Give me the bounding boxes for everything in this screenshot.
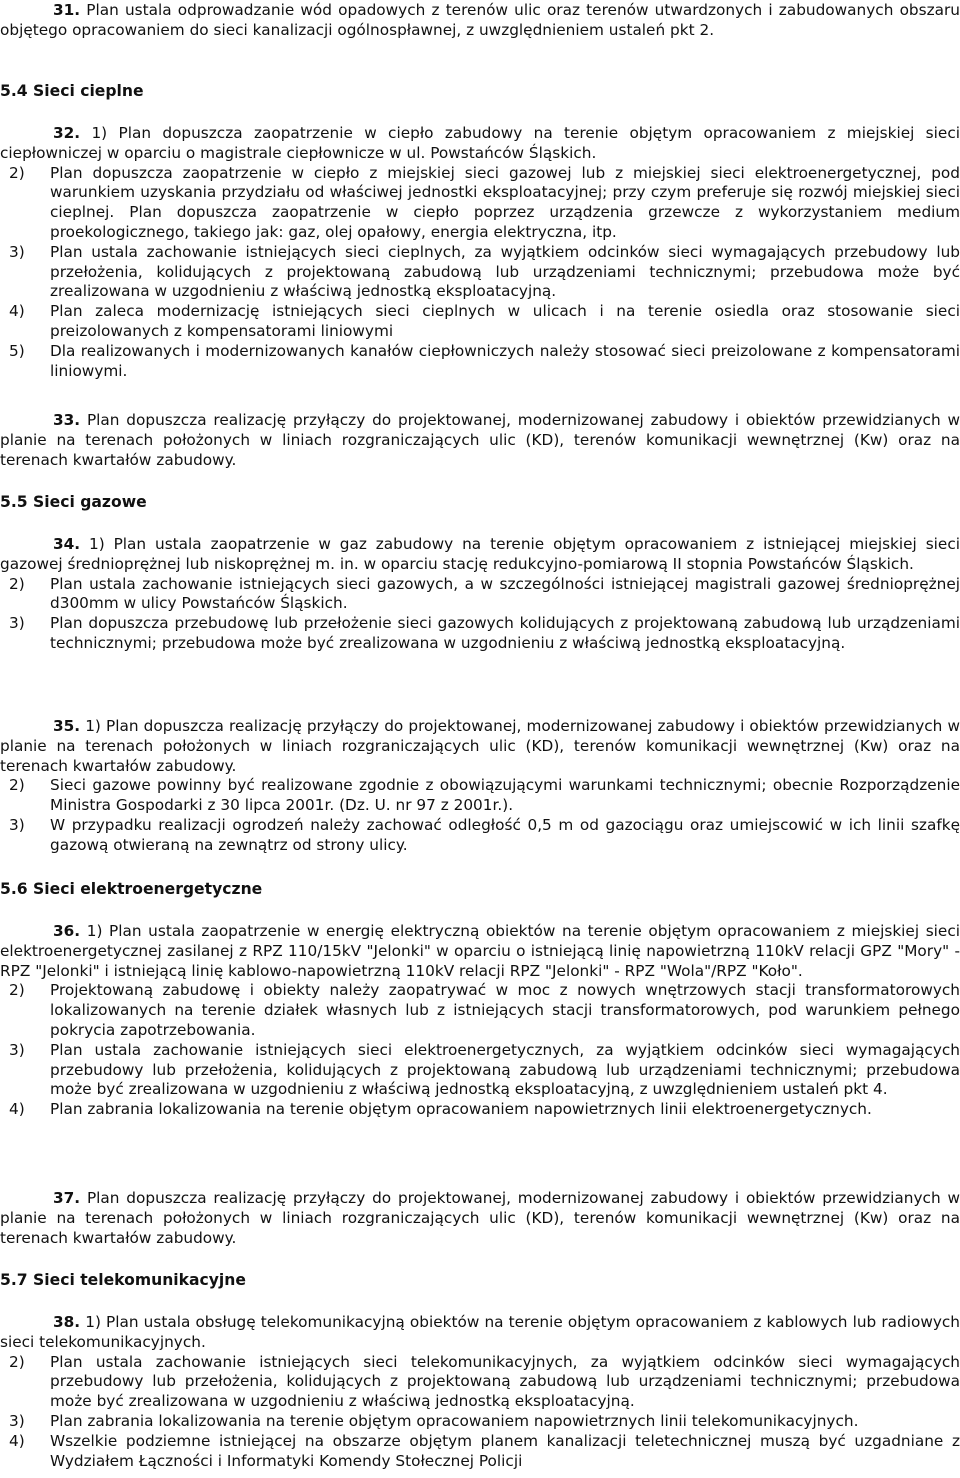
paragraph-lead-text: 1) Plan dopuszcza zaopatrzenie w ciepło zabudowy na terenie objętym opracowaniem z miejskiej sieci ciepłowniczej w oparciu o magistrale ciepłownicze w ul. Powstańców Śląskich. [0,124,960,162]
paragraph-number: 38. [53,1313,81,1331]
paragraph-lead-text: 1) Plan ustala obsługę telekomunikacyjną obiektów na terenie objętym opracowaniem z kablowych lub radiowych sieci telekomunikacyjnych. [0,1313,960,1351]
paragraph-lead-text: 1) Plan ustala zaopatrzenie w energię elektryczną obiektów na terenie objętym opracowaniem z miejskiej sieci elektroenergetycznej zasilanej z RPZ 110/15kV "Jelonki" w oparciu o istniejącą linię napowietrzną 110kV relacji GPZ "Mory" - RPZ "Jelonki" i istniejącą linię kablowo-napowietrzną 110kV relacji RPZ "Jelonki" - RPZ "Wola"/RPZ "Koło". [0,922,960,980]
list-item [0,575,960,615]
paragraph-31 [0,1,960,41]
list-item-number: 4) [9,302,25,321]
list-item [0,1412,960,1432]
list-item-text: Plan zaleca modernizację istniejących sieci cieplnych w ulicach i na terenie osiedla oraz stosowanie sieci preizolowanych z kompensatorami liniowymi [50,302,960,340]
paragraph-text: Plan dopuszcza realizację przyłączy do projektowanej, modernizowanej zabudowy i obiektów przewidzianych w planie na terenach położonych w liniach rozgraniczających ulic (KD), terenów komunikacji wewnętrznej (Kw) oraz na terenach kwartałów zabudowy. [0,1189,960,1247]
section-heading: 5.4 Sieci cieplne [0,82,144,100]
paragraph-number: 35. [53,717,81,735]
list-item-text: Plan zabrania lokalizowania na terenie objętym opracowaniem napowietrznych linii telekomunikacyjnych. [50,1411,859,1430]
paragraph-number: 34. [53,535,81,553]
list-item [0,614,960,654]
list-item-number: 4) [9,1100,25,1119]
paragraph-number: 32. [53,124,81,142]
list-item-text: W przypadku realizacji ogrodzeń należy zachować odległość 0,5 m od gazociągu oraz umiejscowić w ich linii szafkę gazową otwieraną na zewnątrz od strony ulicy. [50,815,960,854]
list-item [0,981,960,1040]
section-heading-5-6 [0,880,960,900]
list-item [0,816,960,856]
list-item-number: 2) [9,163,25,182]
list-item-number: 4) [9,1431,25,1450]
paragraph-text: Plan dopuszcza realizację przyłączy do projektowanej, modernizowanej zabudowy i obiektów przewidzianych w planie na terenach położonych w liniach rozgraniczających ulic (KD), terenów komunikacji wewnętrznej (Kw) oraz na terenach kwartałów zabudowy. [0,411,960,469]
section-heading-5-4 [0,82,960,102]
list-item-number: 2) [9,1352,25,1371]
list-item-number: 2) [9,981,25,1000]
list-item-text: Plan ustala zachowanie istniejących sieci telekomunikacyjnych, za wyjątkiem odcinków sieci wymagających przebudowy lub przełożenia, kolidujących z projektowaną zabudową lub urządzeniami technicznymi; przebudowa może być zrealizowana w uzgodnieniu z właściwą jednostką eksploatacyjną. [50,1352,960,1411]
list-item [0,302,960,342]
paragraph-number: 33. [53,411,81,429]
paragraph-text: Plan ustala odprowadzanie wód opadowych z terenów ulic oraz terenów utwardzonych i zabudowanych obszaru objętego opracowaniem do sieci kanalizacji ogólnospławnej, z uwzględnieniem ustaleń pkt 2. [0,1,960,39]
list-item-text: Plan dopuszcza przebudowę lub przełożenie sieci gazowych kolidujących z projektowaną zabudową lub urządzeniami technicznymi; przebudowa może być zrealizowana w uzgodnieniu z właściwą jednostką eksploatacyjną. [50,614,960,652]
list-item-text: Plan ustala zachowanie istniejących sieci elektroenergetycznych, za wyjątkiem odcinków sieci wymagających przebudowy lub przełożenia, kolidujących z projektowaną zabudową lub urządzeniami technicznymi; przebudowa może być zrealizowana w uzgodnieniu z właściwą jednostką eksploatacyjną, z uwzględnieniem ustaleń pkt 4. [50,1040,960,1099]
list-item [0,1100,960,1120]
list-item-text: Plan dopuszcza zaopatrzenie w ciepło z miejskiej sieci gazowej lub z miejskiej sieci elektroenergetycznej, pod warunkiem uzyskania przydziału od właściwej jednostki eksploatacyjnej; przy czym preferuje się rozwój miejskiej sieci cieplnej. Plan dopuszcza zaopatrzenie w ciepło poprzez urządzenia grzewcze z wykorzystaniem medium proekologicznego, takiego jak: gaz, olej opałowy, energia elektryczna, itp. [50,163,960,241]
list-item-text: Plan ustala zachowanie istniejących sieci gazowych, a w szczególności istniejącej magistrali gazowej średnioprężnej d300mm w ulicy Powstańców Śląskich. [50,574,960,613]
list-item [0,1432,960,1472]
paragraph-32 [0,124,960,381]
paragraph-number: 37. [53,1189,81,1207]
paragraph-37 [0,1189,960,1248]
section-heading-5-5 [0,493,960,513]
list-item-text: Plan zabrania lokalizowania na terenie objętym opracowaniem napowietrznych linii elektroenergetycznych. [50,1100,872,1119]
paragraph-lead-text: 1) Plan dopuszcza realizację przyłączy do projektowanej, modernizowanej zabudowy i obiektów przewidzianych w planie na terenach położonych w liniach rozgraniczających ulic (KD), terenów komunikacji wewnętrznej (Kw) oraz na terenach kwartałów zabudowy. [0,717,960,775]
paragraph-34 [0,535,960,654]
list-item [0,776,960,816]
paragraph-lead-text: 1) Plan ustala zaopatrzenie w gaz zabudowy na terenie objętym opracowaniem z istniejącej miejskiej sieci gazowej średnioprężnej lub niskoprężnej m. in. w oparciu stację redukcyjno-pomiarową II stopnia Powstańców Śląskich. [0,535,960,573]
section-heading-5-7 [0,1271,960,1291]
list-item-number: 2) [9,776,25,795]
list-item-number: 5) [9,341,25,360]
list-item-number: 3) [9,1411,25,1430]
list-item-text: Projektowaną zabudowę i obiekty należy zaopatrywać w moc z nowych wnętrzowych stacji transformatorowych lokalizowanych na terenie działek własnych lub z istniejących stacji transformatorowych, pod warunkiem pełnego pokrycia zapotrzebowania. [50,981,960,1039]
list-item-number: 3) [9,815,25,834]
list-item-text: Wszelkie podziemne istniejącej na obszarze objętym planem kanalizacji teletechnicznej muszą być uzgadniane z Wydziałem Łączności i Informatyki Komendy Stołecznej Policji [50,1431,960,1470]
paragraph-number: 36. [53,922,81,940]
list-item-number: 3) [9,242,25,261]
list-item-text: Sieci gazowe powinny być realizowane zgodnie z obowiązującymi warunkami technicznymi; obecnie Rozporządzenie Ministra Gospodarki z 30 lipca 2001r. (Dz. U. nr 97 z 2001r.). [50,776,960,815]
list-item-text: Dla realizowanych i modernizowanych kanałów ciepłowniczych należy stosować sieci preizolowane z kompensatorami liniowymi. [50,341,960,380]
list-item-number: 3) [9,614,25,633]
section-heading: 5.7 Sieci telekomunikacyjne [0,1271,246,1289]
list-item [0,1353,960,1412]
paragraph-35 [0,717,960,856]
list-item [0,1041,960,1100]
paragraph-38 [0,1313,960,1471]
list-item [0,164,960,243]
list-item-number: 3) [9,1040,25,1059]
list-item-number: 2) [9,574,25,593]
section-heading: 5.5 Sieci gazowe [0,493,147,511]
list-item [0,342,960,382]
list-item-text: Plan ustala zachowanie istniejących sieci cieplnych, za wyjątkiem odcinków sieci wymagających przebudowy lub przełożenia, kolidujących z projektowaną zabudową lub urządzeniami technicznymi; przebudowa może być zrealizowana w uzgodnieniu z właściwą jednostką eksploatacyjną. [50,242,960,301]
paragraph-number: 31. [53,1,81,19]
list-item [0,243,960,302]
paragraph-36 [0,922,960,1120]
paragraph-33 [0,411,960,470]
section-heading: 5.6 Sieci elektroenergetyczne [0,880,263,898]
